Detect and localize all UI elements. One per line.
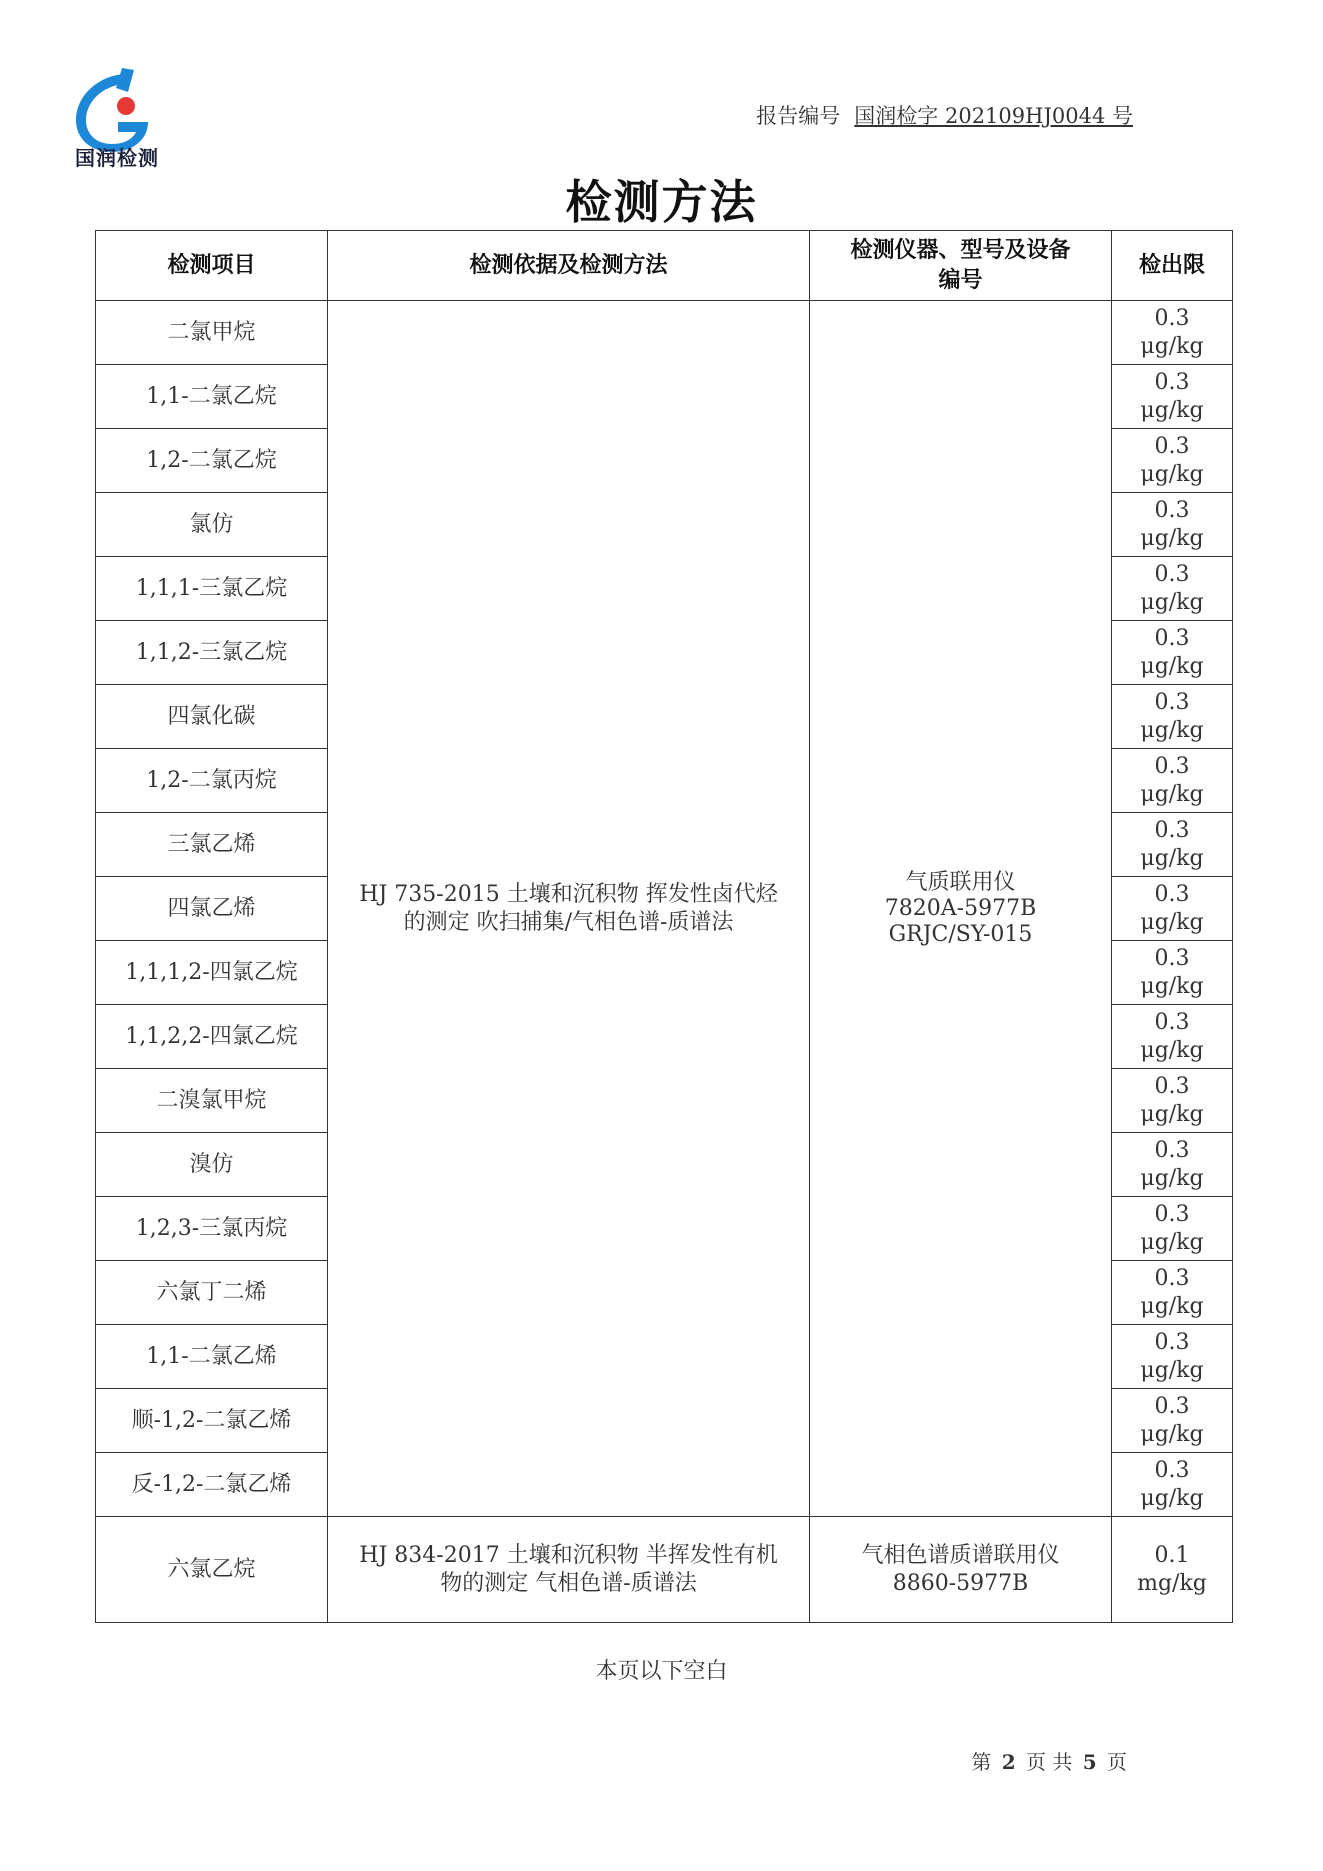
- limit-cell: [1112, 1005, 1233, 1069]
- limit-unit: μg/kg: [1140, 589, 1204, 615]
- limit-value: 0.3: [1154, 369, 1190, 395]
- limit-unit: μg/kg: [1140, 973, 1204, 999]
- limit-value: 0.3: [1154, 561, 1190, 587]
- limit-value: 0.3: [1154, 433, 1190, 459]
- limit-unit: μg/kg: [1140, 397, 1204, 423]
- limit-value: 0.3: [1154, 881, 1190, 907]
- limit-unit: μg/kg: [1140, 1421, 1204, 1447]
- page-total: 5: [1082, 1750, 1097, 1774]
- table-body: [96, 301, 1233, 1623]
- limit-cell: [1112, 877, 1233, 941]
- limit-cell: [1112, 1261, 1233, 1325]
- limit-cell: [1112, 493, 1233, 557]
- limit-unit: μg/kg: [1140, 461, 1204, 487]
- limit-unit: μg/kg: [1140, 717, 1204, 743]
- limit-value: 0.3: [1154, 1201, 1190, 1227]
- table-row: [96, 301, 1233, 365]
- methods-table: [95, 230, 1233, 1623]
- method-line: 的测定 吹扫捕集/气相色谱-质谱法: [403, 909, 734, 935]
- limit-value: 0.3: [1154, 945, 1190, 971]
- instrument-line: 气质联用仪: [905, 869, 1016, 895]
- page-suffix: 页: [1107, 1750, 1127, 1774]
- limit-value: 0.3: [1154, 689, 1190, 715]
- item-cell: 三氯乙烯: [96, 813, 328, 877]
- instrument-cell: [810, 1517, 1112, 1623]
- item-cell: 二氯甲烷: [96, 301, 328, 365]
- instrument-line: 7820A-5977B: [884, 895, 1037, 921]
- column-header-item: 检测项目: [96, 231, 328, 301]
- page-number: [971, 1746, 1127, 1775]
- limit-cell: [1112, 1069, 1233, 1133]
- item-cell: 四氯化碳: [96, 685, 328, 749]
- method-line: 物的测定 气相色谱-质谱法: [440, 1570, 697, 1596]
- limit-cell: [1112, 1133, 1233, 1197]
- limit-cell: [1112, 685, 1233, 749]
- limit-cell: [1112, 1197, 1233, 1261]
- page-mid: 页 共: [1026, 1750, 1073, 1774]
- limit-unit: μg/kg: [1140, 1229, 1204, 1255]
- limit-value: 0.3: [1154, 1329, 1190, 1355]
- limit-unit: μg/kg: [1140, 909, 1204, 935]
- limit-unit: μg/kg: [1140, 333, 1204, 359]
- item-cell: 四氯乙烯: [96, 877, 328, 941]
- column-header-limit: 检出限: [1112, 231, 1233, 301]
- table-row: [96, 1517, 1233, 1623]
- item-cell: 二溴氯甲烷: [96, 1069, 328, 1133]
- limit-cell: [1112, 749, 1233, 813]
- item-cell: 顺-1,2-二氯乙烯: [96, 1389, 328, 1453]
- item-cell: 1,2,3-三氯丙烷: [96, 1197, 328, 1261]
- limit-unit: μg/kg: [1140, 1037, 1204, 1063]
- column-header-method: 检测依据及检测方法: [328, 231, 810, 301]
- limit-cell: [1112, 941, 1233, 1005]
- limit-value: 0.1: [1154, 1542, 1190, 1568]
- limit-cell: [1112, 365, 1233, 429]
- report-number-label: 报告编号: [756, 104, 841, 128]
- item-cell: 1,2-二氯乙烷: [96, 429, 328, 493]
- limit-cell: [1112, 1325, 1233, 1389]
- limit-value: 0.3: [1154, 817, 1190, 843]
- page-prefix: 第: [971, 1750, 992, 1774]
- column-header-instrument: 检测仪器、型号及设备编号: [810, 231, 1112, 301]
- table-header-row: [96, 231, 1233, 301]
- limit-value: 0.3: [1154, 1265, 1190, 1291]
- limit-cell: [1112, 621, 1233, 685]
- page-title: 检测方法: [565, 175, 758, 229]
- page-current: 2: [1001, 1750, 1016, 1774]
- item-cell: 1,2-二氯丙烷: [96, 749, 328, 813]
- limit-unit: μg/kg: [1140, 845, 1204, 871]
- limit-value: 0.3: [1154, 625, 1190, 651]
- method-cell: [328, 1517, 810, 1623]
- blank-note: 本页以下空白: [595, 1659, 728, 1684]
- limit-value: 0.3: [1154, 1009, 1190, 1035]
- limit-unit: μg/kg: [1140, 653, 1204, 679]
- limit-value: 0.3: [1154, 1073, 1190, 1099]
- item-cell: 反-1,2-二氯乙烯: [96, 1453, 328, 1517]
- item-cell: 1,1,1-三氯乙烷: [96, 557, 328, 621]
- method-line: HJ 735-2015 土壤和沉积物 挥发性卤代烃: [359, 881, 778, 907]
- limit-unit: μg/kg: [1140, 1293, 1204, 1319]
- report-number-value: 国润检字 202109HJ0044 号: [854, 104, 1133, 128]
- item-cell: 1,1,1,2-四氯乙烷: [96, 941, 328, 1005]
- item-cell: 1,1,2-三氯乙烷: [96, 621, 328, 685]
- report-number: [756, 100, 1133, 130]
- instrument-line: 8860-5977B: [892, 1570, 1029, 1596]
- item-cell: 溴仿: [96, 1133, 328, 1197]
- limit-cell: [1112, 557, 1233, 621]
- limit-value: 0.3: [1154, 1457, 1190, 1483]
- item-cell: 氯仿: [96, 493, 328, 557]
- instrument-line: 气相色谱质谱联用仪: [861, 1542, 1060, 1568]
- limit-unit: μg/kg: [1140, 781, 1204, 807]
- limit-value: 0.3: [1154, 1137, 1190, 1163]
- limit-unit: μg/kg: [1140, 525, 1204, 551]
- limit-cell: [1112, 1389, 1233, 1453]
- limit-value: 0.3: [1154, 753, 1190, 779]
- limit-cell: [1112, 429, 1233, 493]
- item-cell: 1,1,2,2-四氯乙烷: [96, 1005, 328, 1069]
- limit-cell: [1112, 1517, 1233, 1623]
- item-cell: 六氯乙烷: [96, 1517, 328, 1623]
- limit-unit: μg/kg: [1140, 1357, 1204, 1383]
- limit-cell: [1112, 1453, 1233, 1517]
- limit-unit: μg/kg: [1140, 1101, 1204, 1127]
- limit-value: 0.3: [1154, 1393, 1190, 1419]
- limit-unit: μg/kg: [1140, 1165, 1204, 1191]
- limit-cell: [1112, 301, 1233, 365]
- method-line: HJ 834-2017 土壤和沉积物 半挥发性有机: [359, 1542, 778, 1568]
- limit-value: 0.3: [1154, 497, 1190, 523]
- instrument-cell: [810, 301, 1112, 1517]
- method-cell: [328, 301, 810, 1517]
- item-cell: 六氯丁二烯: [96, 1261, 328, 1325]
- company-name: 国润检测: [75, 146, 159, 170]
- limit-cell: [1112, 813, 1233, 877]
- limit-unit: μg/kg: [1140, 1485, 1204, 1511]
- limit-value: 0.3: [1154, 305, 1190, 331]
- instrument-line: GRJC/SY-015: [888, 921, 1033, 947]
- item-cell: 1,1-二氯乙烷: [96, 365, 328, 429]
- limit-unit: mg/kg: [1137, 1570, 1207, 1596]
- item-cell: 1,1-二氯乙烯: [96, 1325, 328, 1389]
